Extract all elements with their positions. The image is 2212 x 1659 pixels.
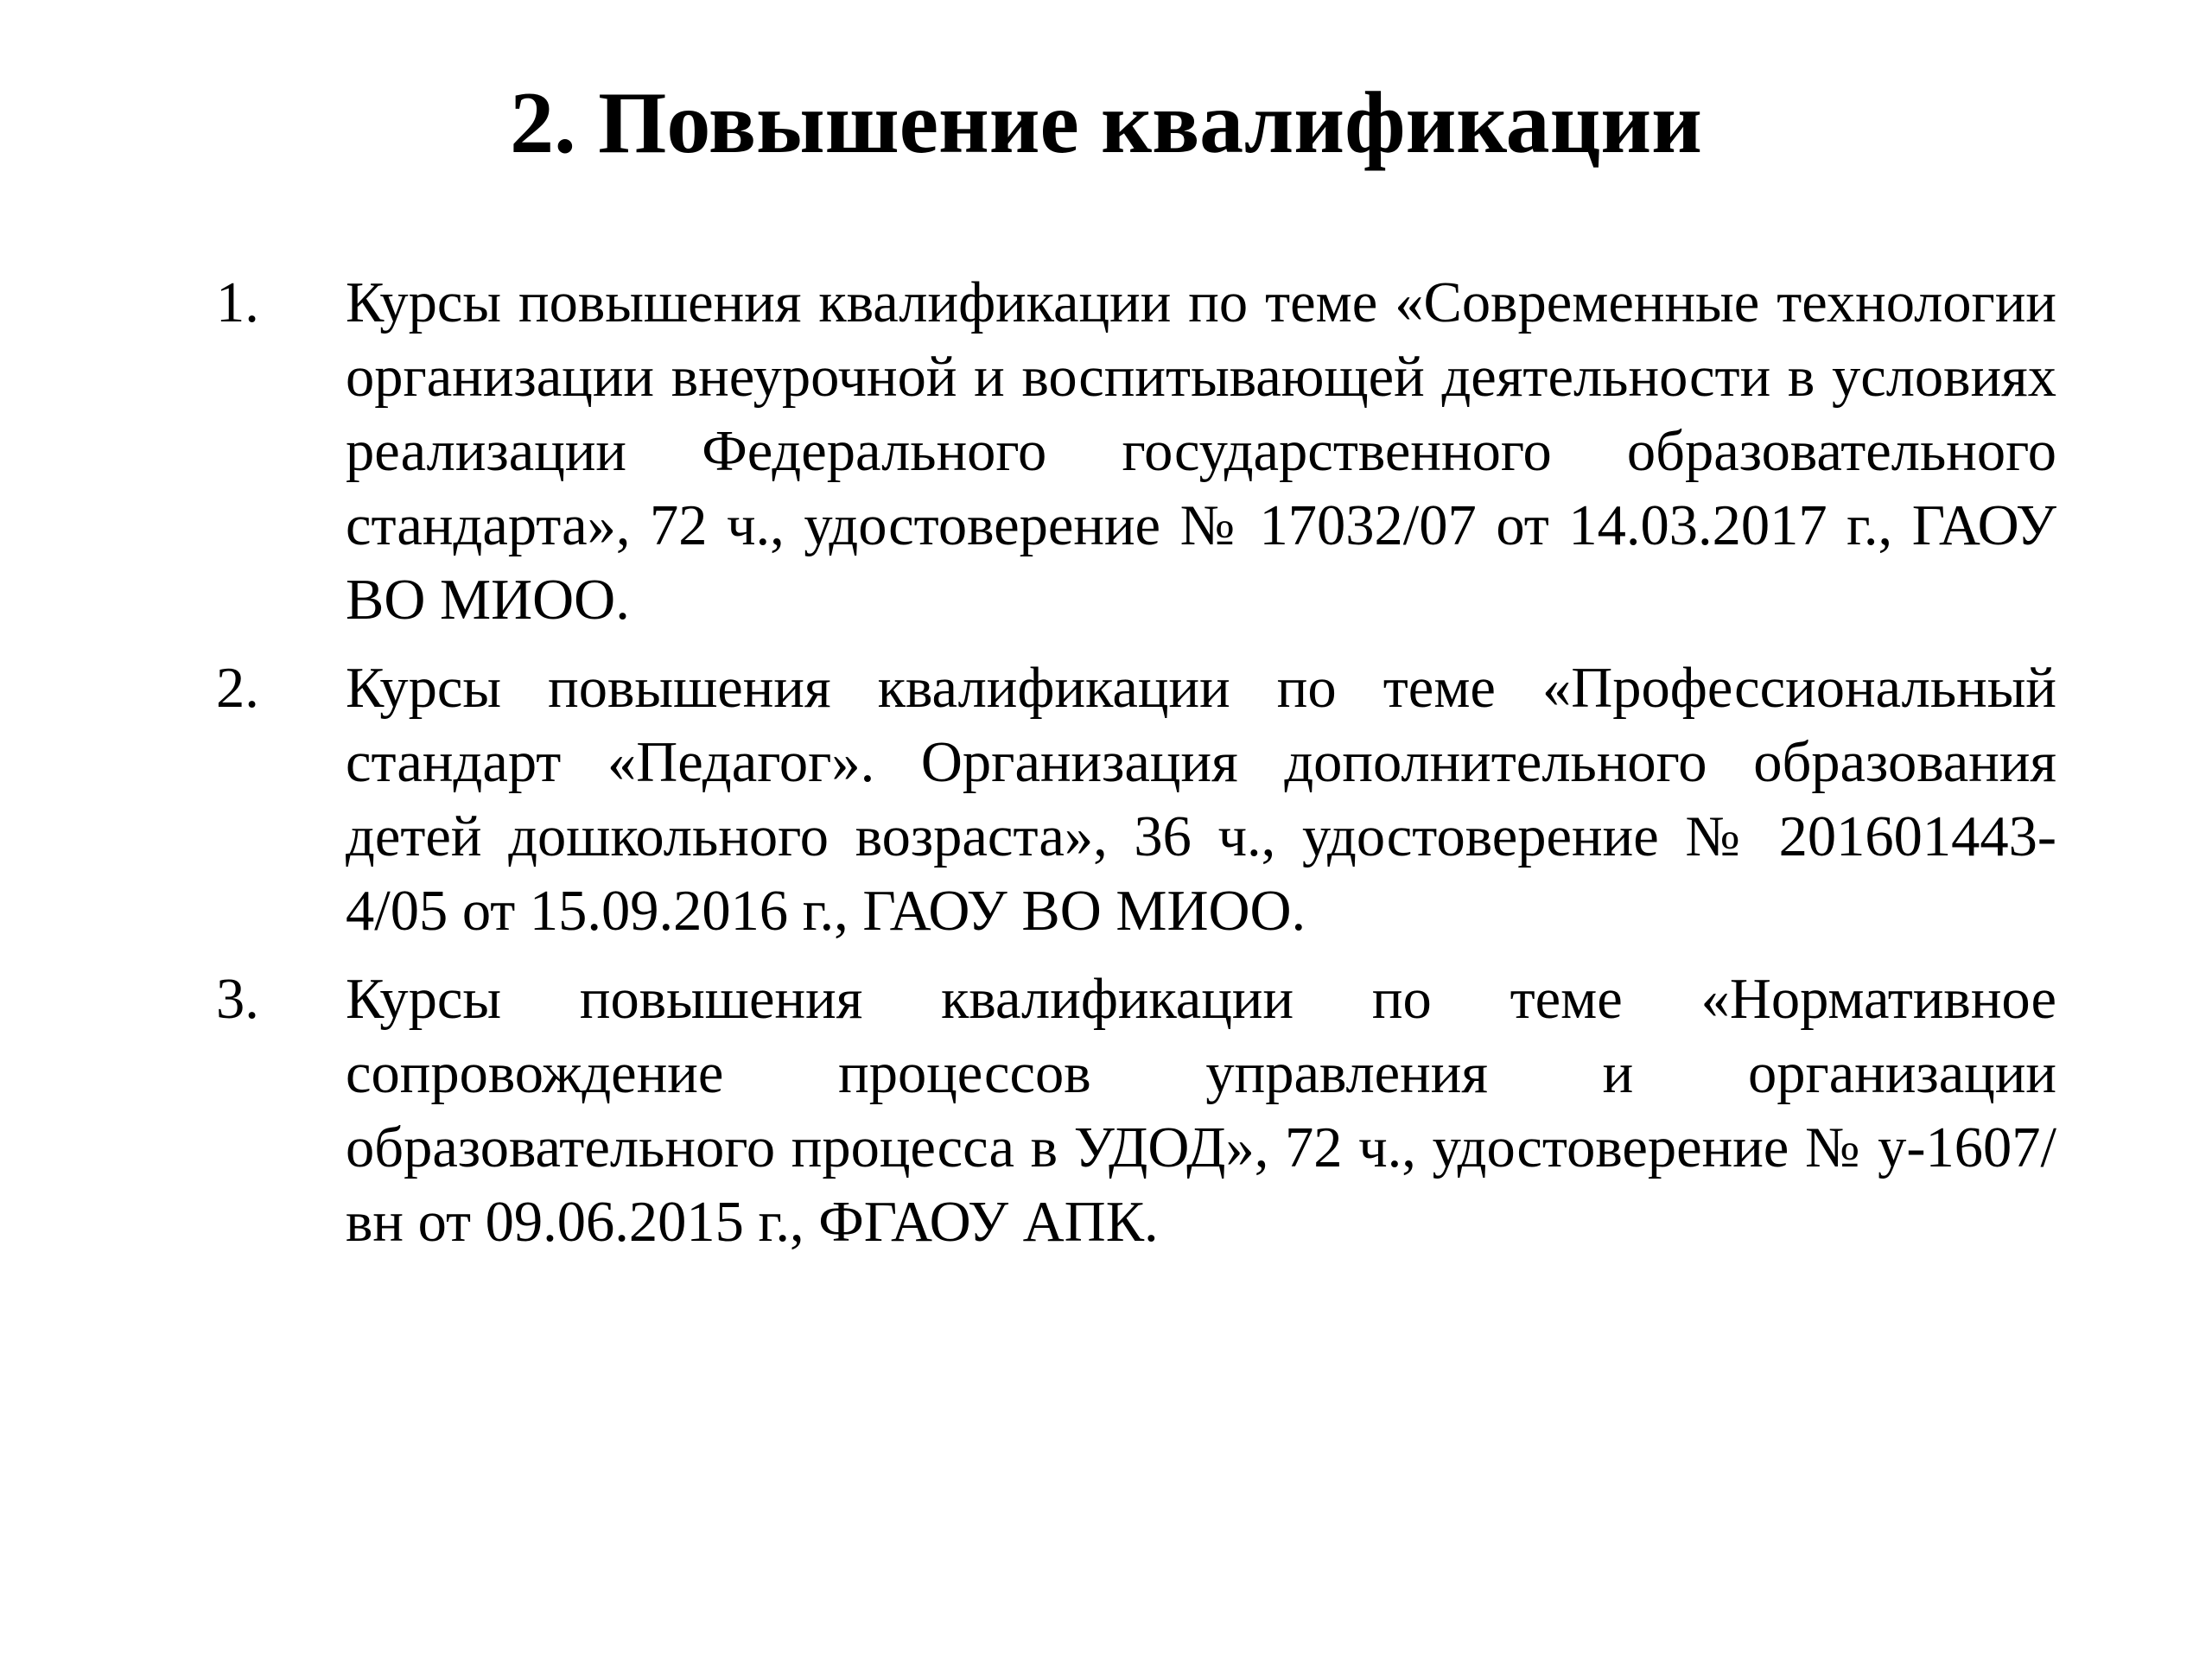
course-list	[216, 266, 2056, 1260]
course-number: 1.	[216, 271, 259, 334]
course-number: 2.	[216, 657, 259, 720]
course-item-1	[216, 266, 2056, 638]
course-number: 3.	[216, 968, 259, 1031]
course-description: Курсы повышения квалификации по теме «Профессиональный стандарт «Педагог». Организация дополнительного образования детей дошкольного возраста», 36 ч., удостоверение № 201601443-4/05 от 15.09.2016 г., ГАОУ ВО МИОО.	[346, 657, 2056, 943]
slide-title: 2. Повышение квалификации	[510, 74, 1702, 172]
course-item-2	[216, 652, 2056, 949]
course-item-3	[216, 963, 2056, 1260]
course-description: Курсы повышения квалификации по теме «Современные технологии организации внеурочной и воспитывающей деятельности в условиях реализации Федерального государственного образовательного стандарта», 72 ч., удостоверение № 17032/07 от 14.03.2017 г., ГАОУ ВО МИОО.	[346, 271, 2056, 632]
course-description: Курсы повышения квалификации по теме «Нормативное сопровождение процессов управления и организации образовательного процесса в УДОД», 72 ч., удостоверение № у-1607/вн от 09.06.2015 г., ФГАОУ АПК.	[346, 968, 2056, 1254]
